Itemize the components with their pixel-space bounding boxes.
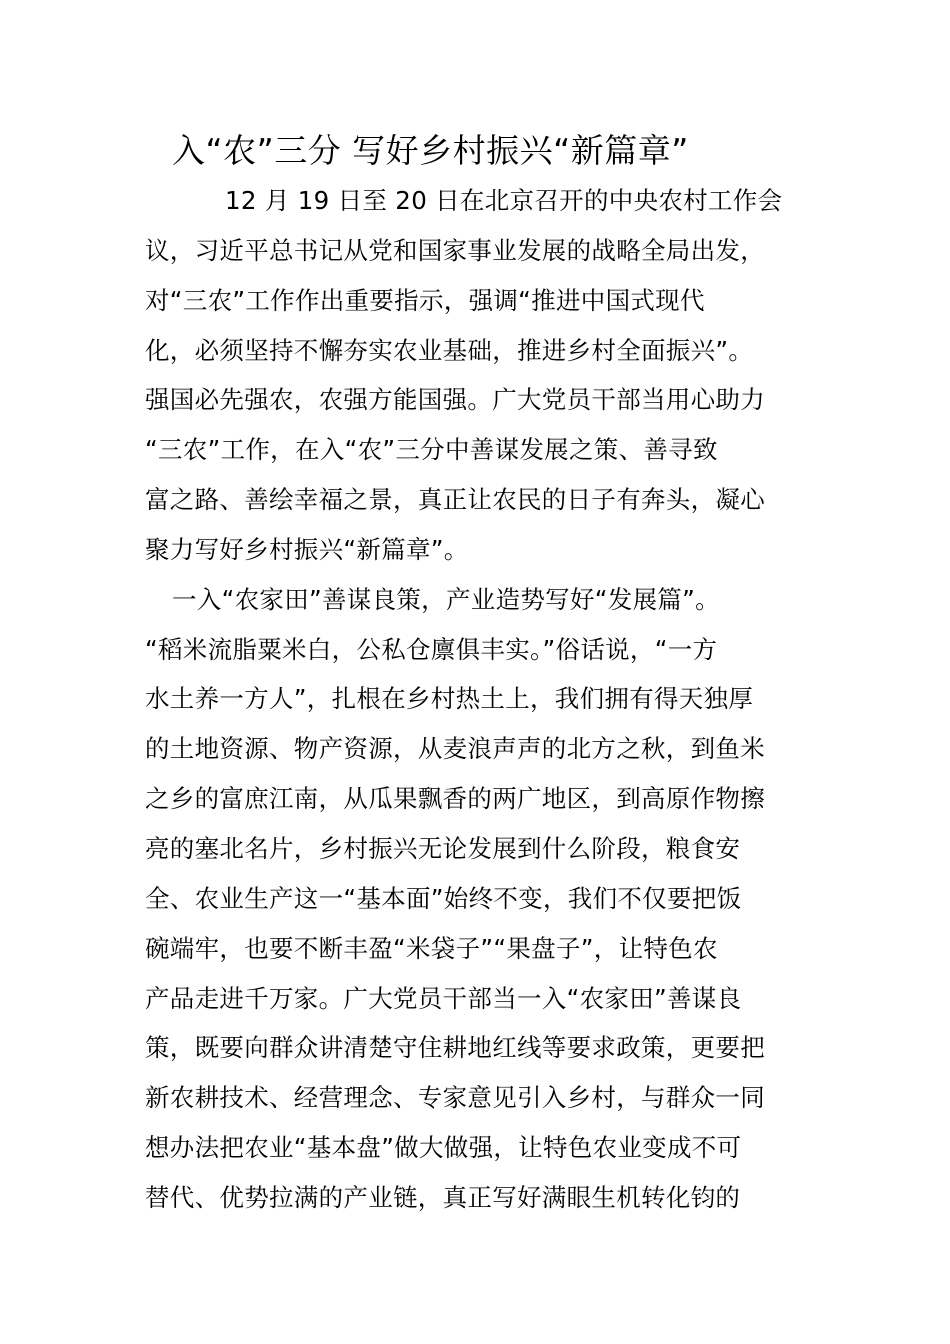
text-line: 强国必先强农，农强方能国强。广大党员干部当用心助力 [145, 385, 765, 415]
text-line: 碗端牢，也要不断丰盈“米袋子”“果盘子”，让特色农 [145, 933, 718, 963]
text-line: “稻米流脂粟米白，公私仓廪俱丰实。”俗话说，“一方 [145, 634, 718, 664]
document-title: 入“农”三分 写好乡村振兴“新篇章” [172, 131, 689, 170]
text-line: 的土地资源、物产资源，从麦浪声声的北方之秋，到鱼米 [145, 734, 765, 764]
text-line: 聚力写好乡村振兴“新篇章”。 [145, 534, 469, 564]
text-line: 之乡的富庶江南，从瓜果飘香的两广地区，到高原作物擦 [145, 784, 765, 814]
text-line: 议，习近平总书记从党和国家事业发展的战略全局出发， [145, 235, 765, 265]
text-line: 替代、优势拉满的产业链，真正写好满眼生机转化钧的 [145, 1182, 741, 1212]
text-line: 水土养一方人”，扎根在乡村热土上，我们拥有得天独厚 [145, 684, 754, 714]
text-line: 新农耕技术、经营理念、专家意见引入乡村，与群众一同 [145, 1083, 765, 1113]
text-line: “三农”工作，在入“农”三分中善谋发展之策、善寻致 [145, 435, 718, 465]
text-line: 全、农业生产这一“基本面”始终不变，我们不仅要把饭 [145, 883, 742, 913]
text-line: 想办法把农业“基本盘”做大做强，让特色农业变成不可 [145, 1133, 742, 1163]
document-body [145, 176, 825, 1223]
text-line: 产品走进千万家。广大党员干部当一入“农家田”善谋良 [145, 983, 742, 1013]
text-line: 亮的塞北名片，乡村振兴无论发展到什么阶段，粮食安 [145, 833, 741, 863]
text-line: 富之路、善绘幸福之景，真正让农民的日子有奔头，凝心 [145, 485, 765, 515]
section-heading-line: 一入“农家田”善谋良策，产业造势写好“发展篇”。 [172, 584, 720, 614]
text-line: 12 月 19 日至 20 日在北京召开的中央农村工作会 [225, 186, 783, 215]
text-line: 化，必须坚持不懈夯实农业基础，推进乡村全面振兴”。 [145, 335, 754, 365]
text-line: 策，既要向群众讲清楚守住耕地红线等要求政策，更要把 [145, 1033, 765, 1063]
text-line: 对“三农”工作作出重要指示，强调“推进中国式现代 [145, 285, 705, 315]
